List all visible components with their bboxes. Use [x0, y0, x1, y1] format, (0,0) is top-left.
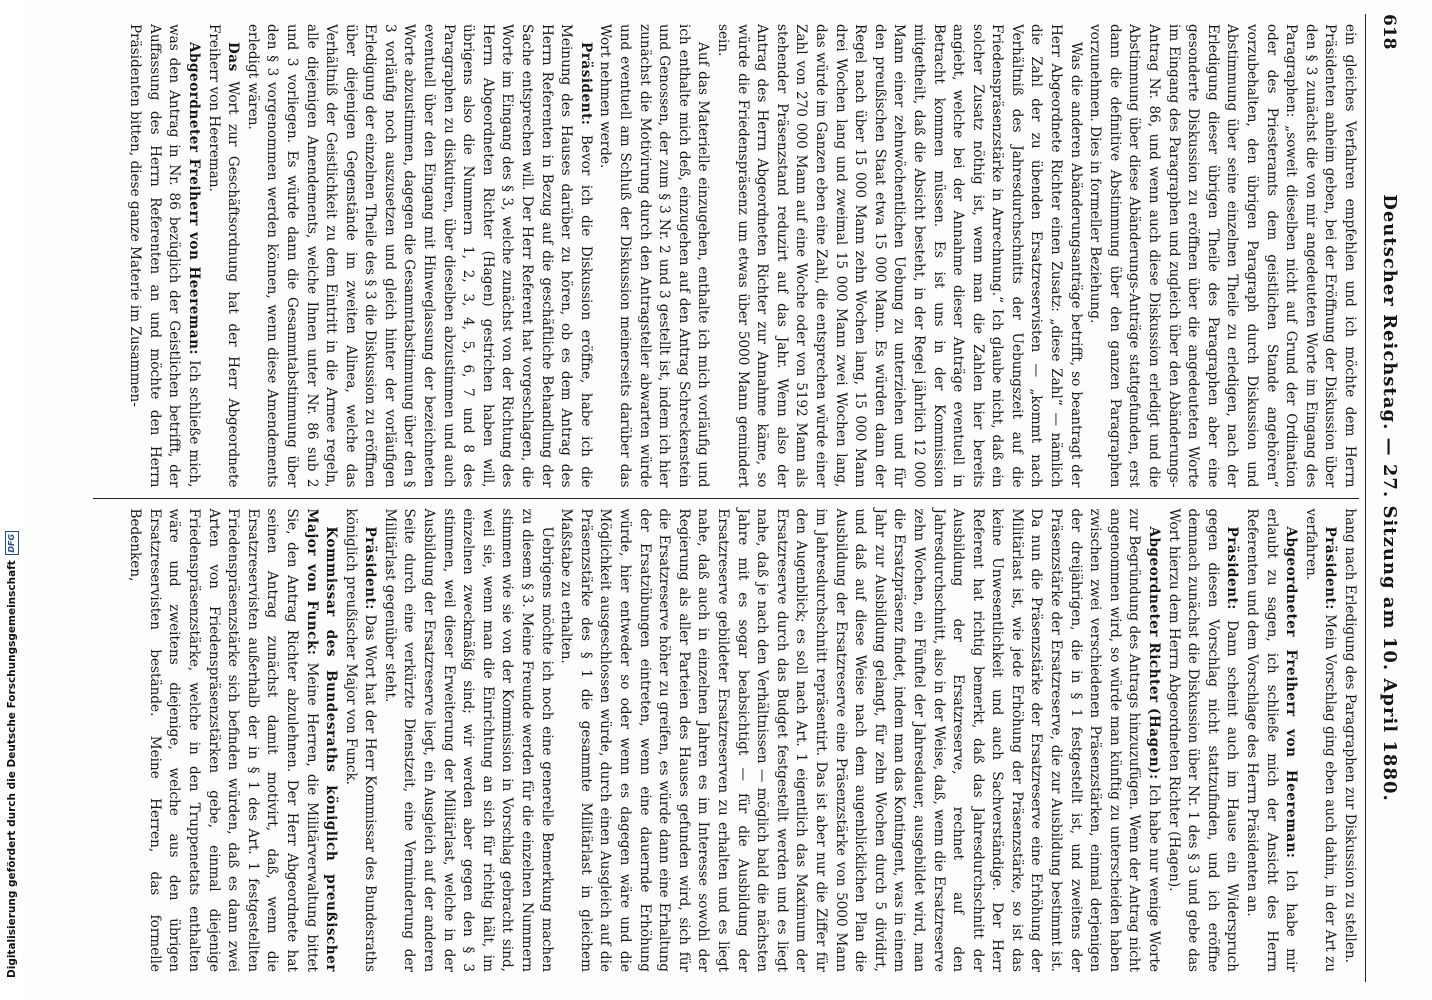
paragraph-text: ein gleiches Verfahren empfehlen und ich möchte dem Herrn Präsidenten anheim geben, bei der Eröffnung der Diskussion über den § 3 zunächst die von mir angedeuteten Worte im Eingang des Paragraphen: „soweit dieselben nicht auf Grund der Ordination oder des Priesteramts dem geistlichen Stande angehören“ vorzubehalten, den übrigen Paragraph durch Diskussion und Abstimmung über seine einzelnen Theile zu erledigen, nach der Erledigung dieser übrigen Theile des Paragraphen aber eine gesonderte Diskussion zu eröffnen über die angedeuteten Worte im Eingang des Paragraphen und zugleich über den Abänderungs-Antrag Nr. 86, und wenn auch diese Diskussion erledigt und die Abstimmung über diese Abänderungs-Anträge stattgefunden, erst dann die definitive Abstimmung über den ganzen Paragraphen vorzunehmen. Dies in formeller Beziehung.: [1087, 24, 1358, 488]
speaker-name: Präsident:: [1322, 526, 1339, 610]
paragraph: [125, 509, 341, 973]
paragraph-text: Auf das Materielle einzugehen, enthalte ich mich vorläufig und ich enthalte mich deß, einzugehen auf den Antrag Schreckenstein und Genossen, der zum § 3 Nr. 2 und 3 gestellt ist, indem ich hier zunächst die Motivirung durch den Antragsteller abwarten würde und eventuell am Schluß der Diskussion meinerseits darüber das Wort nehmen werde.: [597, 24, 712, 488]
paragraph: [556, 509, 1163, 973]
paragraph-text: Ich habe nur wenige Worte zur Begründung des Antrags hinzuzufügen. Wenn der Antrag nicht angenommen wird, so würde man künftig zu unterscheiden haben zwischen zwei verschiedenen Präsenzstärken, einmal derjenigen der dreijährigen, die in § 1 festgestellt ist, und zweitens der Präsenzstärke der Ersatzreserve, die zur Ausbildung bestimmt ist. Da nun die Präsenzstärke der Ersatzreserve eine Erhöhung der Militärlast ist, wie jede Erhöhung der Präsenzstärke, so ist das keine Unwesentlichkeit und auch Sachverständige. Der Herr Referent hat richtig bemerkt, daß das Jahresdurchschnitt der Ausbildung der Ersatzreserve, rechnet auf den Jahresdurchschnitt, also in der Weise, daß, wenn die Ersatzreserve zehn Wochen, ein Fünftel der Jahresdauer, ausgebildet wird, man die Ersatzpräsenz findet, indem man das Kontingent, was in einem Jahr zur Ausbildung gelangt, für zehn Wochen durch 5 dividirt, und daß auf diese Weise nach dem augenblicklichen Plan die Ausbildung der Ersatzreserve eine Präsenzstärke von 5000 Mann im Jahresdurchschnitt repräsentirt. Das ist aber nur die Ziffer für den Augenblick; es soll nach Art. 1 eigentlich das Maximum der Ersatzreserve durch das Budget festgestellt werden und es liegt nahe, daß je nach den Verhältnissen — möglich bald die nächsten Jahre mit es sogar beabsichtigt — für die Ausbildung der Ersatzreserve gebildeter Ersatzreserven zu erhalten und es liegt nahe, daß auch in einzelnen Jahren es im Interesse sowohl der Regierung als aller Parteien des Hauses gefunden wird, sich für die Ersatzreserve höher zu greifen, es würde dann eine Erhaltung der Ersatzübungen eintreten, wenn eine dauernde Erhöhung würde, hier entweder so oder wenn es dagegen wäre und die Möglichkeit ausgeschlossen würde, durch einen Ausgleich auf die Präsenzstärke des § 1 die gesammte Militärlast in gleichem Maßstabe zu erhalten.: [558, 508, 1163, 973]
paragraph: [340, 509, 379, 973]
speaker-name: Abgeordneter Freiherr von Heereman:: [1283, 526, 1300, 859]
speaker-name: Das: [225, 42, 242, 72]
paragraph-text: hang nach Erledigung des Paragraphen zur Diskussion zu stellen.: [1342, 508, 1358, 964]
text-columns: [93, 14, 1359, 982]
digitization-credit: [3, 533, 19, 992]
paragraph: [379, 509, 555, 973]
paragraph-text: Das Wort hat der Herr Kommissar des Bundesraths königlich preußischer Major von Funck.: [342, 508, 379, 972]
paragraph-text: Dann scheint auch im Hause ein Widerspruch gegen diesen Vorschlag nicht stattzufinden, und ich eröffne demnach zunächst die Diskussion über Nr. 1 des § 3 und gebe das Wort hierzu dem Herrn Abgeordneten Richter (Hagen).: [1165, 508, 1241, 972]
paragraph: [1339, 509, 1359, 973]
speaker-name: Präsident:: [362, 526, 379, 610]
paragraph: [125, 24, 203, 488]
credit-text: Digitalisierung gefördert durch die Deutsche Forschungsgemeinschaft: [6, 560, 18, 978]
right-column: [93, 499, 1359, 983]
paragraph-text: Ich schließe mich, was den Antrag in Nr. 86 bezüglich der Geistlichen betrifft, der Auffassung des Herrn Referenten an und möchte den Herrn Präsidenten bitten, diese ganze Materie im Zusammen-: [127, 24, 202, 488]
paragraph: [1241, 509, 1300, 973]
speaker-name: Präsident:: [577, 42, 594, 126]
paragraph-text: Uebrigens möchte ich noch eine generelle Bemerkung machen zu diesem § 3. Meine Freunde werden für die einzelnen Nummern stimmen wie sie von der Kommission in Vorschlag gebracht sind, weil sie, wenn man die Einrichtung an sich für richtig hält, im einzelnen zweckmäßig sind; wir werden aber gegen den § 3 stimmen, weil dieser Erweiterung der Militärlast, welche in der Ausbildung der Ersatzreserve liegt, ein Ausgleich auf der anderen Seite durch eine verkürzte Dienstzeit, eine Verminderung der Militärlast gegenüber steht.: [381, 508, 555, 972]
paragraph-text: Bevor ich die Diskussion eröffne, habe ich die Meinung des Hauses darüber zu hören, ob es dem Antrag des Herrn Referenten in Bezug auf die geschäftliche Behandlung der Sache entsprechen will. Der Herr Referent hat vorgeschlagen, die Worte im Eingang des § 3, welche zunächst von der Richtung des Herrn Abgeordneten Richter (Hagen) gestrichen haben will, übrigens also die Nummern 1, 2, 3, 4, 5, 6, 7 und 8 des Paragraphen zu diskutiren, über dieselben abzustimmen und auch eventuell über den Eingang mit Hinweglassung der bezeichneten Worte abzustimmen, dagegen die Gesammtabstimmung über den § 3 vorläufig noch auszusetzen und gleich hinter der vorläufigen Erledigung der einzelnen Theile des § 3 die Diskussion zu eröffnen über diejenigen Gegenstände im zweiten Alinea, welche das Verhältniß der Geistlichkeit zu dem Eintritt in die Armee regeln, alle diejenigen Amendements, welche Ihnen unter Nr. 86 sub 2 und 3 vorliegen. Es würde dann die Gesammtabstimmung über den § 3 vorgenommen werden können, wenn diese Amendements erledigt wären.: [244, 24, 594, 488]
paragraph-text: Meine Herren, die Militärverwaltung bittet Sie, den Antrag Richter abzulehnen. Der Herr Abgeordnete hat seinen Antrag zunächst damit motivirt, daß, wenn die Ersatzreservisten außerhalb der in § 1 des Art. 1 festgestellten Friedenspräsenzstärke sich befinden würden, daß es dann zwei Arten von Friedenspräsenzstärken gebe, einmal diejenige Friedenspräsenzstärke, welche in den Truppenetats enthalten wäre und zweitens diejenige, welche aus den übrigen Ersatzreservisten bestände. Meine Herren, das formelle Bedenken,: [127, 508, 320, 972]
paragraph: [712, 24, 1084, 488]
page-header: [1365, 14, 1400, 982]
paragraph: [1163, 509, 1241, 973]
paragraph-text: Ich habe mir erlaubt zu sagen, ich schließe mich der Ansicht des Herrn Referenten und dem Vorschlage des Herrn Präsidenten an.: [1244, 508, 1300, 972]
paragraph-text: Mein Vorschlag ging eben auch dahin, in der Art zu verfahren.: [1302, 508, 1339, 973]
paragraph: [1300, 509, 1339, 973]
paragraph: [1085, 24, 1359, 488]
paragraph-text: Wort zur Geschäftsordnung hat der Herr Abgeordnete Freiherr von Heereman.: [205, 24, 242, 488]
speaker-name: Kommissar des Bundesraths königlich preußischer Major von Funck:: [303, 508, 340, 972]
speaker-name: Präsident:: [1224, 526, 1241, 610]
paragraph: [595, 24, 713, 488]
dfg-logo-icon: DFG: [5, 531, 19, 555]
paragraph: [203, 24, 242, 488]
left-column: [93, 14, 1359, 498]
page-number: 618: [1379, 14, 1399, 50]
paragraph: [242, 24, 595, 488]
running-title: Deutscher Reichstag. — 27. Sitzung am 10. April 1880.: [1379, 194, 1400, 802]
document-page: [88, 8, 1408, 988]
paragraph-text: Was die anderen Abänderungsanträge betrifft, so beantragt der Herr Abgeordnete Richter einen Zusatz: „diese Zahl“ — nämlich die Zahl der zu übenden Ersatzreservisten — „kommt nach Verhältniß des Jahresdurchschnitts der Uebungszeit auf die Friedenspräsenzstärke in Anrechnung.“ Ich glaube nicht, daß ein solcher Zusatz nöthig ist, wenn man die Zahlen hier bereits angiebt, welche bei der Annahme dieser Anträge eventuell in Betracht kommen müssen. Es ist uns in der Kommission mitgetheilt, daß die Absicht besteht, in der Regel jährlich 12 000 Mann einer zehnwöchentlichen Uebung zu unterziehen und für den preußischen Staat etwa 15 000 Mann. Es würden dann der Regel nach über 15 000 Mann zehn Wochen lang, 15 000 Mann drei Wochen lang und zweimal 15 000 Mann zwei Wochen lang, das würde im Ganzen eben eine Zahl, die entsprechen würde einer Zahl von 270 000 Mann auf eine Woche oder von 5192 Mann als stehender Präsenzstand reduzirt auf das Jahr. Wenn also der Antrag des Herrn Abgeordneten Richter zur Annahme käme, so würde die Friedenspräsenz um etwas über 5000 Mann gemindert sein.: [715, 24, 1084, 488]
digitization-credit-strip: [0, 0, 22, 1000]
speaker-name: Abgeordneter Freiherr von Heereman:: [185, 42, 202, 356]
speaker-name: Abgeordneter Richter (Hagen):: [1146, 526, 1163, 780]
